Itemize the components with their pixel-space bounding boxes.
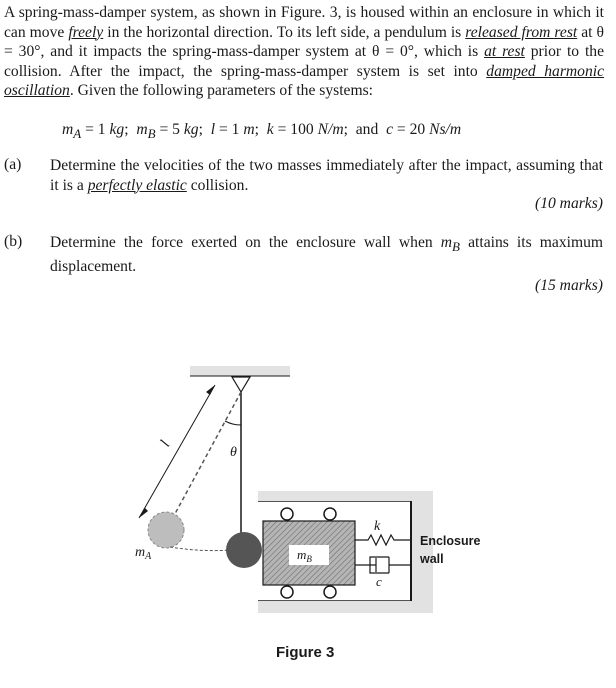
wheel-top-right: [324, 508, 336, 520]
question-a-text: Determine the velocities of the two masses immediately after the impact, assuming that it is a perfectly elastic collision.: [50, 157, 603, 194]
wheel-top-left: [281, 508, 293, 520]
length-dimension: [139, 385, 215, 518]
label-mass-b: $m_B$: [297, 547, 312, 564]
pendulum-bob-initial: [148, 512, 184, 548]
pivot-support: [232, 377, 250, 392]
parameter-list: $m_A = 1$ kg; $m_B = 5$ kg; l = 1 m; k = 100 N/m; and c = 20 Ns/m: [62, 121, 462, 142]
emph-freely: freely: [68, 23, 104, 41]
question-b-label: (b): [4, 233, 23, 250]
wheel-bottom-right: [324, 586, 336, 598]
figure-3-diagram: [0, 360, 616, 640]
label-length: l: [157, 437, 174, 450]
enclosure-bottom-shade: [258, 601, 433, 613]
question-a-label: (a): [4, 156, 22, 173]
label-theta: θ: [230, 445, 237, 460]
label-wall: wall: [420, 552, 444, 566]
figure-caption: Figure 3: [276, 644, 335, 661]
label-k: k: [374, 519, 381, 534]
spring-k: [355, 535, 411, 545]
pendulum-bob: [226, 532, 262, 568]
emph-at-rest: at rest: [484, 43, 525, 61]
swing-path: [170, 547, 234, 551]
label-enclosure: Enclosure: [420, 534, 481, 548]
emph-released: released from rest: [465, 23, 578, 41]
question-b-marks: (15 marks): [535, 277, 603, 294]
damper-c: [355, 557, 411, 573]
label-c: c: [376, 574, 382, 589]
problem-intro: A spring-mass-damper system, as shown in Figure. 3, is housed within an enclosure in which it can move freely in the horizontal direction. To its left side, a pendulum is released from rest at θ = 30°, and it impacts the spring-mass-damper system at θ = 0°, which is at rest prior to the collision. After the impact, the spring-mass-damper system is set into damped harmonic oscillation. Given the following parameters of the systems:: [4, 4, 604, 100]
label-mass-a: $m_A$: [135, 545, 152, 562]
question-a-marks: (10 marks): [535, 195, 603, 212]
wheel-bottom-left: [281, 586, 293, 598]
question-b-text: Determine the force exerted on the enclosure wall when $m_B$ attains its maximum displacement.: [50, 234, 604, 275]
theta-arc: [225, 421, 241, 425]
emph-perfectly-elastic: perfectly elastic: [87, 176, 187, 194]
emph-damped: damped harmonic oscillation: [4, 62, 604, 100]
ceiling: [190, 366, 290, 376]
enclosure-top-shade: [258, 491, 433, 501]
